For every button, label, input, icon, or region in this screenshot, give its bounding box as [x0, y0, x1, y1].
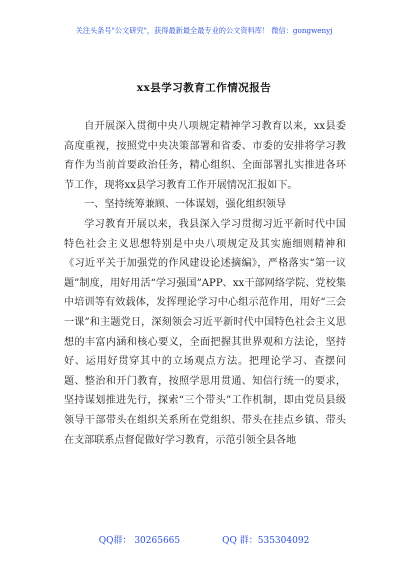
footer-qq-group-2: QQ 群：535304092 — [222, 536, 310, 546]
header-promo-note: 关注头条号"公文研究"，获得最新最全最专业的公文资料库！ 微信：gongwenyj — [75, 26, 333, 35]
body-paragraph-1: 学习教育开展以来，我县深入学习贯彻习近平新时代中国特色社会主义思想特别是中央八项规定及其实施细则精神和《习近平关于加强党的作风建设论述摘编》，严格落实“第一议题”制度，用好用活“学习强国”APP、xx干部网络学院、党校集中培训等有效载体，发挥理论学习中心组示范作用，用好“三会一课”和主题党日，深刻领会习近平新时代中国特色社会主义思想的丰富内涵和核心要义，全面把握其世界观和方法论，坚持好、运用好贯穿其中的立场观点方法。把理论学习、查摆问题、整治和开门教育，按照学思用贯通、知信行统一的要求，坚持谋划推进先行，探索“三个带头”工作机制，即由党员县级领导干部带头在组织关系所在党组织、带头在挂点乡镇、带头在支部联系点督促做好学习教育，示范引领全县各地 — [64, 218, 346, 446]
intro-paragraph: 自开展深入贯彻中央八项规定精神学习教育以来，xx县委高度重视，按照党中央决策部署和省委、市委的安排将学习教育作为当前首要政治任务，精心组织、全面部署扎实推进各环节工作，现将xx县学习教育工作开展情况汇报如下。 — [64, 121, 346, 191]
document-title: xx县学习教育工作情况报告 — [136, 82, 272, 94]
footer-qq-group-1: QQ群： 30265665 — [98, 536, 181, 546]
section-heading-1: 一、坚持统筹兼顾、一体谋划，强化组织领导 — [84, 199, 287, 211]
footer-contact — [0, 533, 408, 546]
document-body — [64, 117, 346, 450]
